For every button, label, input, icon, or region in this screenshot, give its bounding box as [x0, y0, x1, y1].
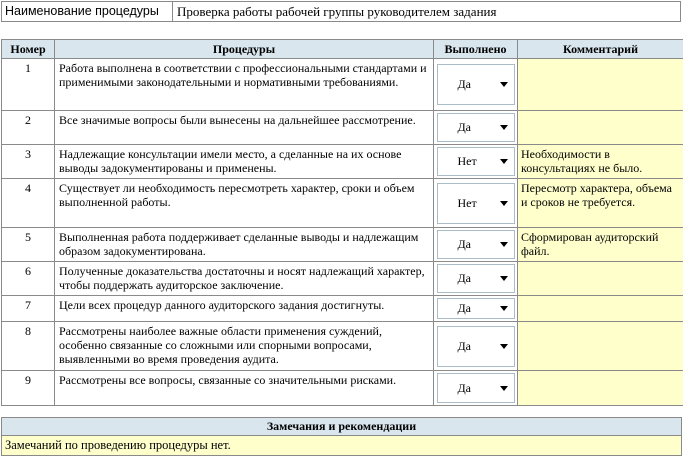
chevron-down-icon[interactable] [500, 276, 508, 281]
done-dropdown[interactable] [437, 183, 515, 224]
done-dropdown[interactable] [437, 64, 515, 105]
row-procedure: Рассмотрены наиболее важные области применения суждений, особенно связанные со сложными или спорными вопросами, выявленными во время проведения аудита. [55, 322, 434, 371]
row-number: 9 [2, 371, 55, 406]
row-comment[interactable]: Необходимости в консультациях не было. [518, 145, 683, 179]
table-row [2, 111, 683, 145]
chevron-down-icon[interactable] [500, 159, 508, 164]
notes-header: Замечания и рекомендации [1, 417, 682, 436]
done-value: Да [457, 271, 472, 285]
done-value: Да [457, 237, 472, 251]
done-value: Да [457, 338, 472, 353]
table-row [2, 145, 683, 179]
done-dropdown[interactable] [437, 326, 515, 367]
table-row [2, 228, 683, 262]
procedure-name-label: Наименование процедуры [2, 2, 173, 21]
table-row [2, 59, 683, 111]
row-procedure: Цели всех процедур данного аудиторского задания достигнуты. [55, 296, 434, 322]
done-value: Да [457, 301, 472, 315]
table-row [2, 296, 683, 322]
done-value: Да [457, 380, 472, 395]
row-number: 5 [2, 228, 55, 262]
row-procedure: Выполненная работа поддерживает сделанные выводы и надлежащим образом задокументирована. [55, 228, 434, 262]
done-dropdown[interactable] [437, 298, 515, 319]
row-comment[interactable] [518, 322, 683, 371]
row-comment[interactable]: Пересмотр характера, объема и сроков не требуется. [518, 179, 683, 228]
row-number: 2 [2, 111, 55, 145]
notes-text[interactable]: Замечаний по проведению процедуры нет. [1, 436, 682, 456]
done-dropdown[interactable] [437, 373, 515, 403]
chevron-down-icon[interactable] [500, 82, 508, 87]
done-dropdown[interactable] [437, 230, 515, 259]
row-number: 6 [2, 262, 55, 296]
done-value: Нет [457, 195, 477, 210]
table-row [2, 371, 683, 406]
row-number: 7 [2, 296, 55, 322]
row-number: 1 [2, 59, 55, 111]
row-comment[interactable] [518, 111, 683, 145]
header-done: Выполнено [434, 40, 518, 59]
row-procedure: Работа выполнена в соответствии с профессиональными стандартами и применимыми законодательными и нормативными требованиями. [55, 59, 434, 111]
done-dropdown[interactable] [437, 264, 515, 293]
row-number: 3 [2, 145, 55, 179]
done-dropdown[interactable] [437, 147, 515, 176]
table-header-row [2, 40, 683, 59]
row-procedure: Рассмотрены все вопросы, связанные со значительными рисками. [55, 371, 434, 406]
table-row [2, 179, 683, 228]
done-value: Нет [457, 154, 477, 168]
row-comment[interactable] [518, 296, 683, 322]
row-comment[interactable] [518, 371, 683, 406]
procedure-name-value[interactable]: Проверка работы рабочей группы руководителем задания [177, 4, 497, 19]
table-row [2, 262, 683, 296]
chevron-down-icon[interactable] [500, 306, 508, 311]
chevron-down-icon[interactable] [500, 125, 508, 130]
done-value: Да [457, 77, 472, 91]
done-dropdown[interactable] [437, 113, 515, 142]
header-procedures: Процедуры [55, 40, 434, 59]
notes-section [1, 417, 682, 456]
table-row [2, 322, 683, 371]
done-value: Да [457, 120, 472, 134]
chevron-down-icon[interactable] [500, 386, 508, 391]
chevron-down-icon[interactable] [500, 201, 508, 206]
row-number: 4 [2, 179, 55, 228]
row-procedure: Все значимые вопросы были вынесены на дальнейшее рассмотрение. [55, 111, 434, 145]
header-number: Номер [2, 40, 55, 59]
chevron-down-icon[interactable] [500, 344, 508, 349]
row-procedure: Надлежащие консультации имели место, а сделанные на их основе выводы задокументированы и применены. [55, 145, 434, 179]
row-procedure: Существует ли необходимость пересмотреть характер, сроки и объем выполненной работы. [55, 179, 434, 228]
row-comment[interactable]: Сформирован аудиторский файл. [518, 228, 683, 262]
row-comment[interactable] [518, 262, 683, 296]
procedures-table [1, 39, 683, 406]
row-number: 8 [2, 322, 55, 371]
row-procedure: Полученные доказательства достаточны и носят надлежащий характер, чтобы поддержать аудиторское заключение. [55, 262, 434, 296]
header-comment: Комментарий [518, 40, 683, 59]
chevron-down-icon[interactable] [500, 242, 508, 247]
procedure-name-row [1, 1, 681, 22]
row-comment[interactable] [518, 59, 683, 111]
